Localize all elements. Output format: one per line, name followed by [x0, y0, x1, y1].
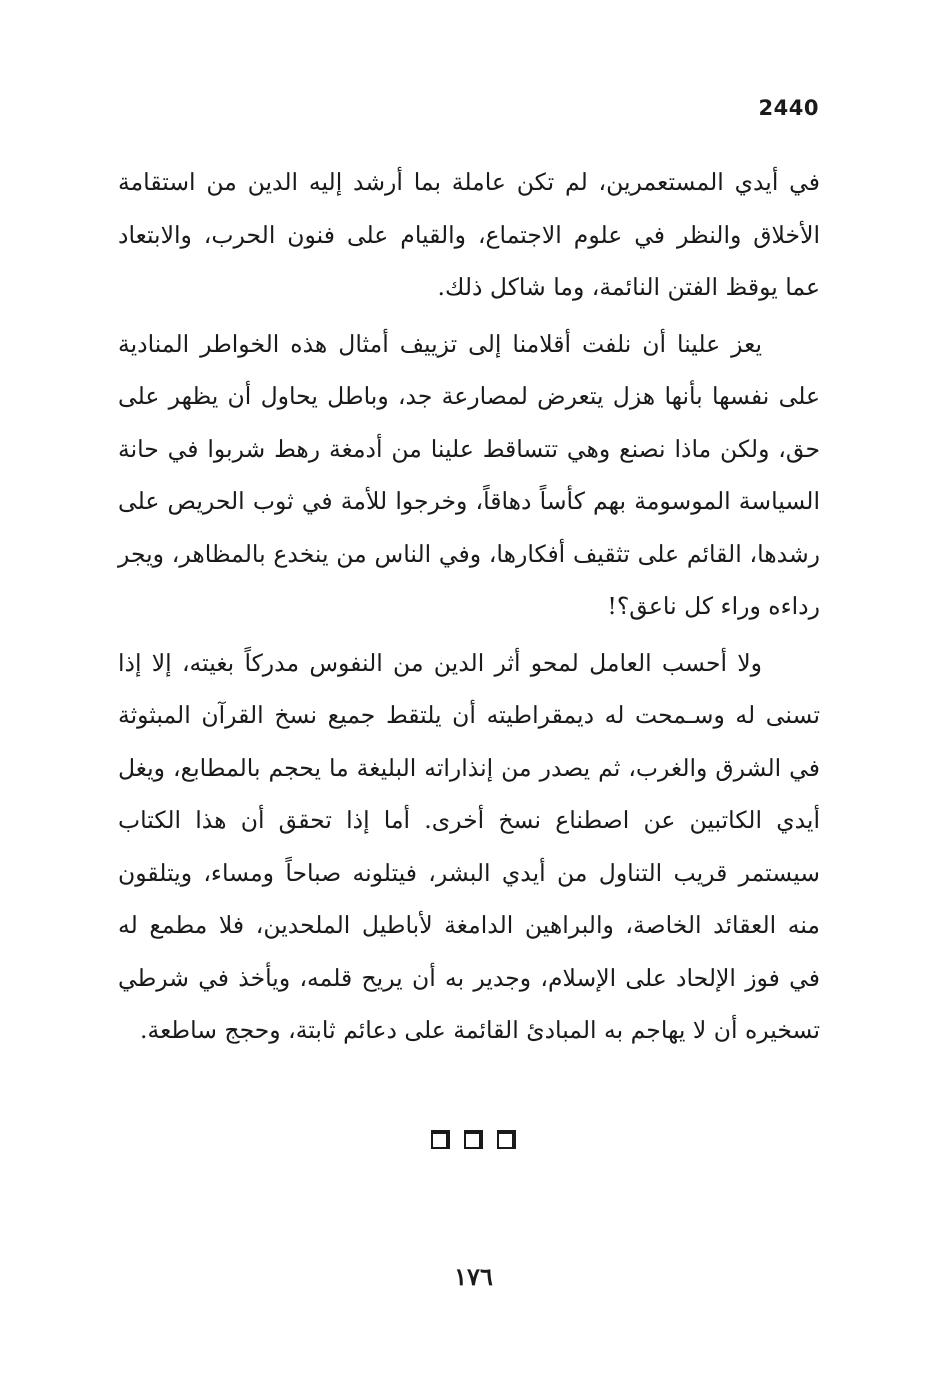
square-ornament-icon: [464, 1130, 483, 1149]
paragraph-2: يعز علينا أن نلفت أقلامنا إلى تزييف أمثال هذه الخواطر المنادية على نفسها بأنها هزل يتعرض لمصارعة جد، وباطل يحاول أن يظهر على حق، ولكن ماذا نصنع وهي تتساقط علينا من أدمغة رهط شربوا في حانة السياسة الموسومة بهم كأساً دهاقاً، وخرجوا للأمة في ثوب الحريص على رشدها، القائم على تثقيف أفكارها، وفي الناس من ينخدع بالمظاهر، ويجر رداءه وراء كل ناعق؟!: [118, 329, 820, 620]
paragraph-3: ولا أحسب العامل لمحو أثر الدين من النفوس مدركاً بغيته، إلا إذا تسنى له وسـمحت له ديمقراطيته أن يلتقط جميع نسخ القرآن المبثوثة في الشرق والغرب، ثم يصدر من إنذاراته البليغة ما يحجم بالمطابع، ويغل أيدي الكاتبين عن اصطناع نسخ أخرى. أما إذا تحقق أن هذا الكتاب سيستمر قريب التناول من أيدي البشر، فيتلونه صباحاً ومساء، ويتلقون منه العقائد الخاصة، والبراهين الدامغة لأباطيل الملحدين، فلا مطمع له في فوز الإلحاد على الإسلام، وجدير به أن يريح قلمه، ويأخذ في شرطي تسخيره أن لا يهاجم به المبادئ القائمة على دعائم ثابتة، وحجج ساطعة.: [118, 648, 820, 1044]
square-ornament-icon: [431, 1130, 450, 1149]
page-id: 2440: [758, 96, 819, 120]
paragraph-1: في أيدي المستعمرين، لم تكن عاملة بما أرشد إليه الدين من استقامة الأخلاق والنظر في علوم الاجتماع، والقيام على فنون الحرب، والابتعاد عما يوقظ الفتن النائمة، وما شاكل ذلك.: [118, 168, 820, 301]
section-divider-ornament: [0, 1130, 947, 1149]
page-number: ١٧٦: [454, 1262, 493, 1291]
square-ornament-icon: [497, 1130, 516, 1149]
body-text: [118, 156, 820, 1061]
